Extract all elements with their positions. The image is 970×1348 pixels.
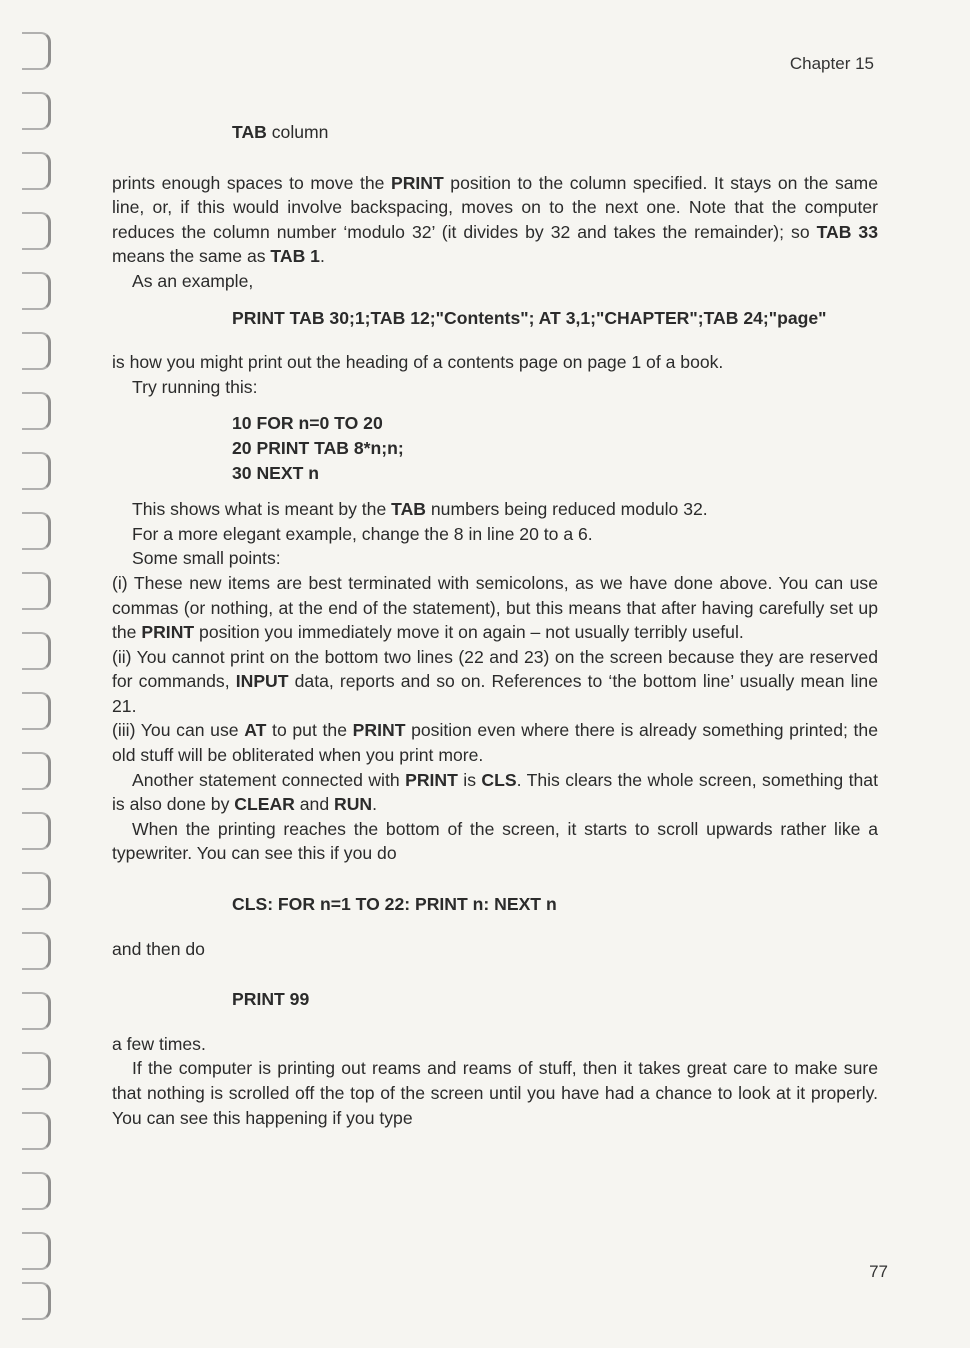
binding-ring (22, 572, 51, 610)
binding-ring (22, 1052, 51, 1090)
binding-ring (22, 272, 51, 310)
page-number: 77 (869, 1262, 888, 1281)
paragraph (112, 768, 878, 817)
text-run: is (457, 769, 482, 790)
binding-ring (22, 1172, 51, 1210)
paragraph: and then do (112, 938, 205, 959)
text-run: (iii) You can use (112, 720, 245, 741)
code-listing: PRINT 99 (232, 989, 310, 1010)
binding-ring (22, 512, 51, 550)
text-run: . This clears the whole screen, something that is also done by (112, 769, 878, 815)
text-run: (ii) You cannot print on the bottom two lines (22 and 23) on the screen because they are reserved for commands, (112, 646, 878, 692)
text-run: to put the (266, 720, 353, 741)
keyword: TAB (232, 122, 267, 142)
text-run: . (372, 794, 378, 815)
binding-ring (22, 452, 51, 490)
binding-ring (22, 992, 51, 1030)
code-listing: PRINT TAB 30;1;TAB 12;"Contents"; AT 3,1;"CHAPTER";TAB 24;"page" (232, 307, 827, 328)
code-listing: CLS: FOR n=1 TO 22: PRINT n: NEXT n (232, 894, 557, 915)
paragraph: For a more elegant example, change the 8 in line 20 to a 6. (132, 523, 593, 544)
text-run: (i) These new items are best terminated with semicolons, as we have done above. You can use commas (or nothing, at the end of the statement), but this means that after having carefully set up the (112, 572, 878, 643)
binding-ring (22, 332, 51, 370)
binding-ring (22, 812, 51, 850)
text-run: means the same as (112, 246, 271, 267)
paragraph: As an example, (132, 270, 254, 291)
tab-syntax (112, 120, 878, 145)
keyword: TAB (391, 499, 426, 520)
paragraph (112, 645, 878, 719)
keyword: PRINT (390, 172, 444, 193)
binding-ring (22, 752, 51, 790)
binding-ring (22, 152, 51, 190)
paragraph (112, 718, 878, 767)
binding-ring (22, 1282, 51, 1320)
text-run: This shows what is meant by the (132, 499, 392, 520)
paragraph: If the computer is printing out reams and reams of stuff, then it takes great care to make sure that nothing is scrolled off the top of the screen until you have had a chance to look at it properly. You can see this happening if you type (112, 1058, 878, 1128)
keyword: PRINT (405, 769, 458, 790)
paragraph (112, 171, 878, 269)
text-run: position you immediately move it on again – not usually terribly useful. (194, 622, 744, 643)
binding-ring (22, 872, 51, 910)
spiral-binding (22, 20, 52, 1340)
binding-ring (22, 932, 51, 970)
paragraph: When the printing reaches the bottom of the screen, it starts to scroll upwards rather like a typewriter. You can see this if you do (112, 818, 878, 864)
binding-ring (22, 92, 51, 130)
keyword: PRINT (141, 622, 195, 643)
keyword: CLEAR (234, 794, 295, 815)
syntax-text: column (266, 122, 329, 142)
paragraph (112, 497, 878, 522)
text-run: position even where there is already something printed; the old stuff will be obliterated when you print more. (112, 720, 878, 766)
chapter-header: Chapter 15 (789, 54, 874, 73)
text-run: Another statement connected with (132, 769, 406, 790)
paragraph: Some small points: (132, 548, 281, 569)
text-run: and (294, 794, 335, 815)
binding-ring (22, 392, 51, 430)
keyword: CLS (481, 769, 517, 790)
keyword: PRINT (352, 720, 406, 741)
paragraph: Try running this: (132, 376, 258, 397)
keyword: RUN (334, 794, 373, 815)
text-run: data, reports and so on. References to ‘the bottom line’ usually mean line 21. (112, 671, 878, 716)
binding-ring (22, 692, 51, 730)
text-run: position to the column specified. It stays on the same line, or, if this would involve backspacing, moves on to the next one. Note that the computer reduces the column number ‘modulo 32’ (it divides by 32 and takes the remainder); so (112, 172, 878, 242)
page-body (112, 120, 878, 1130)
keyword: TAB 33 (816, 221, 878, 242)
text-run: prints enough spaces to move the (112, 172, 391, 193)
binding-ring (22, 1232, 51, 1270)
binding-ring (22, 1112, 51, 1150)
binding-ring (22, 632, 51, 670)
binding-ring (22, 32, 51, 70)
paragraph: is how you might print out the heading of a contents page on page 1 of a book. (112, 352, 724, 373)
paragraph: a few times. (112, 1033, 206, 1054)
paragraph (112, 571, 878, 645)
text-run: . (319, 246, 325, 267)
code-line: 20 PRINT TAB 8*n;n; (232, 437, 404, 458)
binding-ring (22, 212, 51, 250)
keyword: TAB 1 (270, 246, 320, 267)
keyword: INPUT (235, 671, 289, 692)
keyword: AT (244, 720, 267, 741)
code-line: 10 FOR n=0 TO 20 (232, 413, 383, 434)
code-line: 30 NEXT n (232, 462, 320, 483)
text-run: numbers being reduced modulo 32. (426, 499, 708, 520)
